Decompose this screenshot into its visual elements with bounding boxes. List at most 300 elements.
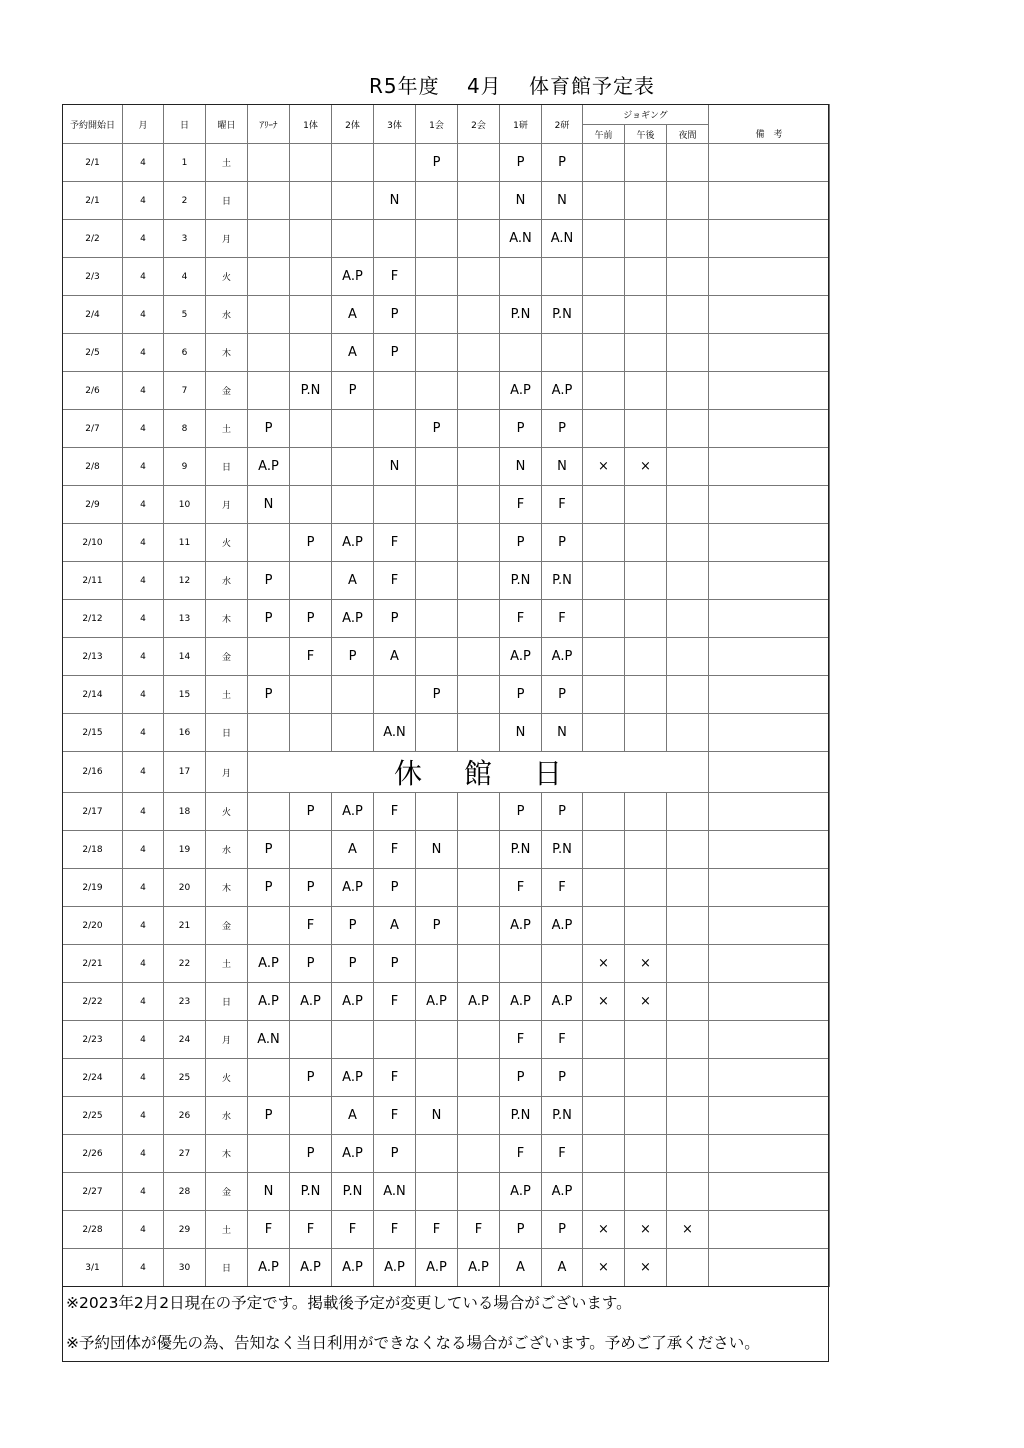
cell-day: 15 — [164, 676, 206, 714]
cell-booking — [416, 600, 458, 638]
cell-start-date: 2/15 — [63, 714, 123, 752]
cell-month: 4 — [123, 486, 164, 524]
cell-booking — [583, 524, 625, 562]
cell-start-date: 2/24 — [63, 1059, 123, 1097]
cell-remarks — [709, 831, 830, 869]
cell-booking — [416, 1173, 458, 1211]
cell-month: 4 — [123, 676, 164, 714]
cell-dow: 日 — [206, 448, 248, 486]
cell-booking — [458, 182, 500, 220]
cell-month: 4 — [123, 296, 164, 334]
cell-day: 3 — [164, 220, 206, 258]
cell-booking: P — [374, 1135, 416, 1173]
cell-booking: P — [416, 907, 458, 945]
col-header-jog-afternoon: 午後 — [625, 125, 667, 144]
cell-booking — [583, 1097, 625, 1135]
cell-month: 4 — [123, 1135, 164, 1173]
cell-dow: 火 — [206, 793, 248, 831]
cell-day: 6 — [164, 334, 206, 372]
cell-booking: F — [458, 1211, 500, 1249]
cell-booking: A — [332, 1097, 374, 1135]
cell-booking: P — [290, 524, 332, 562]
cell-booking: F — [542, 1135, 583, 1173]
cell-dow: 月 — [206, 1021, 248, 1059]
cell-remarks — [709, 486, 830, 524]
cell-booking: F — [416, 1211, 458, 1249]
cell-month: 4 — [123, 1173, 164, 1211]
cell-booking — [667, 907, 709, 945]
cell-booking: × — [625, 448, 667, 486]
cell-dow: 木 — [206, 1135, 248, 1173]
cell-booking — [625, 334, 667, 372]
title-month: 4月 — [466, 74, 502, 98]
cell-booking — [290, 296, 332, 334]
cell-booking: × — [583, 1249, 625, 1287]
cell-month: 4 — [123, 1097, 164, 1135]
cell-start-date: 3/1 — [63, 1249, 123, 1287]
cell-booking — [248, 144, 290, 182]
title-name: 体育館予定表 — [529, 74, 656, 98]
cell-remarks — [709, 907, 830, 945]
cell-remarks — [709, 182, 830, 220]
cell-month: 4 — [123, 258, 164, 296]
cell-day: 26 — [164, 1097, 206, 1135]
col-header-day: 日 — [164, 105, 206, 144]
table-row — [63, 1021, 830, 1059]
cell-booking — [500, 945, 542, 983]
cell-booking: P — [500, 1059, 542, 1097]
cell-booking — [667, 600, 709, 638]
cell-start-date: 2/27 — [63, 1173, 123, 1211]
cell-booking: F — [248, 1211, 290, 1249]
cell-booking — [583, 600, 625, 638]
cell-booking: A.P — [542, 372, 583, 410]
cell-start-date: 2/14 — [63, 676, 123, 714]
cell-booking — [583, 258, 625, 296]
cell-booking: P — [332, 945, 374, 983]
table-row — [63, 410, 830, 448]
cell-remarks — [709, 562, 830, 600]
cell-month: 4 — [123, 869, 164, 907]
cell-booking: A.N — [248, 1021, 290, 1059]
cell-booking — [667, 258, 709, 296]
cell-month: 4 — [123, 752, 164, 793]
cell-booking — [583, 714, 625, 752]
cell-booking — [458, 562, 500, 600]
cell-booking — [248, 258, 290, 296]
cell-booking — [583, 907, 625, 945]
cell-booking — [625, 831, 667, 869]
cell-booking — [458, 372, 500, 410]
cell-booking — [667, 1135, 709, 1173]
cell-booking: A.P — [332, 1059, 374, 1097]
cell-start-date: 2/1 — [63, 182, 123, 220]
cell-booking: P — [542, 524, 583, 562]
cell-day: 21 — [164, 907, 206, 945]
cell-booking — [667, 296, 709, 334]
cell-month: 4 — [123, 638, 164, 676]
cell-remarks — [709, 1135, 830, 1173]
table-row — [63, 448, 830, 486]
cell-day: 7 — [164, 372, 206, 410]
cell-remarks — [709, 752, 830, 793]
cell-remarks — [709, 869, 830, 907]
cell-booking: A — [332, 831, 374, 869]
table-row — [63, 1059, 830, 1097]
cell-booking: F — [500, 869, 542, 907]
col-header-training1: 1研 — [500, 105, 542, 144]
cell-booking: P.N — [290, 372, 332, 410]
cell-dow: 水 — [206, 296, 248, 334]
cell-booking — [458, 296, 500, 334]
cell-booking — [248, 372, 290, 410]
table-row — [63, 945, 830, 983]
cell-booking — [583, 220, 625, 258]
cell-day: 27 — [164, 1135, 206, 1173]
cell-booking: × — [583, 945, 625, 983]
cell-month: 4 — [123, 182, 164, 220]
cell-booking: F — [500, 1021, 542, 1059]
note-1: ※2023年2月2日現在の予定です。掲載後予定が変更している場合がございます。 — [66, 1294, 632, 1312]
cell-booking: A — [332, 296, 374, 334]
cell-month: 4 — [123, 1211, 164, 1249]
cell-day: 14 — [164, 638, 206, 676]
header-row — [63, 105, 830, 125]
cell-booking: F — [374, 258, 416, 296]
cell-booking: F — [374, 983, 416, 1021]
cell-booking — [667, 983, 709, 1021]
cell-booking: N — [416, 1097, 458, 1135]
cell-booking — [583, 144, 625, 182]
cell-booking: A.N — [374, 714, 416, 752]
cell-booking — [248, 1135, 290, 1173]
cell-booking — [458, 334, 500, 372]
cell-booking: A.P — [290, 1249, 332, 1287]
cell-booking: N — [542, 182, 583, 220]
cell-day: 17 — [164, 752, 206, 793]
cell-day: 10 — [164, 486, 206, 524]
col-header-jogging: ジョギング — [583, 105, 709, 125]
cell-booking: A.P — [332, 1135, 374, 1173]
cell-booking: P — [332, 372, 374, 410]
cell-booking: N — [374, 448, 416, 486]
note-2: ※予約団体が優先の為、告知なく当日利用ができなくなる場合がございます。予めご了承ください。 — [66, 1334, 760, 1352]
cell-booking — [667, 486, 709, 524]
cell-booking: A.P — [248, 983, 290, 1021]
cell-booking — [667, 676, 709, 714]
cell-remarks — [709, 296, 830, 334]
cell-booking: P — [248, 676, 290, 714]
cell-month: 4 — [123, 410, 164, 448]
cell-booking: N — [500, 182, 542, 220]
col-header-gym2: 2体 — [332, 105, 374, 144]
col-header-jog-morning: 午前 — [583, 125, 625, 144]
cell-booking: A.P — [332, 600, 374, 638]
cell-booking — [583, 296, 625, 334]
cell-booking: N — [248, 1173, 290, 1211]
table-row — [63, 1249, 830, 1287]
cell-day: 23 — [164, 983, 206, 1021]
cell-booking — [416, 220, 458, 258]
col-header-meeting1: 1会 — [416, 105, 458, 144]
cell-booking — [667, 448, 709, 486]
cell-booking: A.P — [458, 983, 500, 1021]
cell-booking: P — [500, 524, 542, 562]
cell-booking — [458, 410, 500, 448]
cell-booking — [416, 448, 458, 486]
cell-booking — [332, 220, 374, 258]
col-header-dow: 曜日 — [206, 105, 248, 144]
table-row — [63, 1173, 830, 1211]
page-title — [0, 70, 1024, 99]
cell-booking — [248, 638, 290, 676]
cell-booking — [667, 831, 709, 869]
cell-start-date: 2/9 — [63, 486, 123, 524]
cell-booking — [458, 448, 500, 486]
cell-booking: A.N — [542, 220, 583, 258]
cell-booking — [625, 1097, 667, 1135]
cell-booking — [332, 144, 374, 182]
cell-booking: P.N — [500, 831, 542, 869]
cell-remarks — [709, 793, 830, 831]
cell-booking — [625, 600, 667, 638]
cell-booking — [583, 638, 625, 676]
table-row — [63, 220, 830, 258]
cell-booking: F — [374, 524, 416, 562]
cell-remarks — [709, 1173, 830, 1211]
cell-booking: × — [583, 1211, 625, 1249]
cell-booking — [374, 220, 416, 258]
cell-booking — [625, 869, 667, 907]
cell-start-date: 2/20 — [63, 907, 123, 945]
cell-booking — [625, 524, 667, 562]
table-row — [63, 714, 830, 752]
cell-booking — [332, 676, 374, 714]
cell-booking: A.P — [332, 1249, 374, 1287]
cell-booking — [625, 296, 667, 334]
cell-dow: 月 — [206, 752, 248, 793]
cell-dow: 金 — [206, 907, 248, 945]
cell-day: 30 — [164, 1249, 206, 1287]
col-header-gym1: 1体 — [290, 105, 332, 144]
col-header-gym3: 3体 — [374, 105, 416, 144]
table-row — [63, 296, 830, 334]
cell-booking: P — [248, 869, 290, 907]
cell-booking — [625, 1059, 667, 1097]
cell-remarks — [709, 600, 830, 638]
cell-booking: A.P — [248, 1249, 290, 1287]
cell-booking: P — [374, 334, 416, 372]
cell-month: 4 — [123, 793, 164, 831]
cell-booking: P — [374, 296, 416, 334]
table-row — [63, 638, 830, 676]
table-row — [63, 1135, 830, 1173]
cell-day: 25 — [164, 1059, 206, 1097]
cell-booking: A.P — [500, 907, 542, 945]
cell-booking — [458, 220, 500, 258]
cell-booking — [416, 638, 458, 676]
cell-booking — [290, 714, 332, 752]
cell-booking: N — [500, 714, 542, 752]
cell-booking — [290, 1021, 332, 1059]
cell-booking: A.P — [290, 983, 332, 1021]
cell-day: 18 — [164, 793, 206, 831]
cell-booking — [248, 296, 290, 334]
cell-booking — [583, 562, 625, 600]
cell-start-date: 2/6 — [63, 372, 123, 410]
cell-booking — [248, 793, 290, 831]
cell-booking — [625, 1173, 667, 1211]
cell-booking — [625, 486, 667, 524]
cell-remarks — [709, 676, 830, 714]
cell-booking: A — [332, 334, 374, 372]
cell-booking: F — [374, 1097, 416, 1135]
cell-booking: A.P — [542, 983, 583, 1021]
cell-booking — [458, 524, 500, 562]
cell-booking — [583, 334, 625, 372]
cell-booking — [416, 486, 458, 524]
cell-booking: A.P — [500, 1173, 542, 1211]
cell-booking: P.N — [542, 1097, 583, 1135]
cell-booking: × — [625, 983, 667, 1021]
cell-dow: 日 — [206, 1249, 248, 1287]
cell-booking — [248, 1059, 290, 1097]
cell-booking — [248, 907, 290, 945]
cell-booking — [667, 1021, 709, 1059]
cell-booking — [625, 1021, 667, 1059]
cell-booking: A.P — [416, 983, 458, 1021]
cell-day: 4 — [164, 258, 206, 296]
table-row — [63, 182, 830, 220]
cell-booking — [290, 1097, 332, 1135]
table-row — [63, 258, 830, 296]
cell-booking: P.N — [500, 562, 542, 600]
cell-booking: A.P — [500, 983, 542, 1021]
cell-month: 4 — [123, 983, 164, 1021]
cell-booking — [667, 793, 709, 831]
cell-month: 4 — [123, 220, 164, 258]
cell-booking — [290, 258, 332, 296]
cell-dow: 水 — [206, 562, 248, 600]
cell-booking: P — [248, 600, 290, 638]
table-row — [63, 752, 830, 793]
cell-start-date: 2/18 — [63, 831, 123, 869]
cell-booking: P — [542, 1059, 583, 1097]
cell-booking — [667, 1097, 709, 1135]
title-year: R5年度 — [368, 74, 440, 98]
cell-booking — [416, 793, 458, 831]
cell-booking: P — [290, 869, 332, 907]
cell-booking — [667, 372, 709, 410]
cell-booking — [625, 410, 667, 448]
cell-day: 20 — [164, 869, 206, 907]
cell-booking: P — [542, 410, 583, 448]
cell-dow: 土 — [206, 410, 248, 448]
cell-remarks — [709, 1249, 830, 1287]
cell-booking — [332, 714, 374, 752]
cell-booking — [583, 869, 625, 907]
cell-booking: F — [290, 638, 332, 676]
cell-booking: P — [542, 676, 583, 714]
cell-booking — [583, 1021, 625, 1059]
table-row — [63, 144, 830, 182]
cell-booking — [458, 600, 500, 638]
cell-start-date: 2/17 — [63, 793, 123, 831]
cell-booking: P — [290, 1135, 332, 1173]
table-row — [63, 793, 830, 831]
cell-booking: A.N — [374, 1173, 416, 1211]
cell-booking: × — [667, 1211, 709, 1249]
cell-booking — [667, 1059, 709, 1097]
table-row — [63, 600, 830, 638]
cell-day: 16 — [164, 714, 206, 752]
cell-booking: A.P — [332, 524, 374, 562]
cell-booking: N — [542, 448, 583, 486]
cell-booking — [416, 1135, 458, 1173]
cell-booking: P — [542, 144, 583, 182]
cell-booking — [667, 1173, 709, 1211]
cell-booking: A — [500, 1249, 542, 1287]
cell-dow: 火 — [206, 524, 248, 562]
cell-remarks — [709, 258, 830, 296]
cell-booking — [583, 372, 625, 410]
cell-booking: P — [416, 144, 458, 182]
cell-start-date: 2/7 — [63, 410, 123, 448]
cell-remarks — [709, 714, 830, 752]
cell-booking: P — [374, 869, 416, 907]
cell-booking — [458, 1021, 500, 1059]
cell-booking: P — [290, 600, 332, 638]
cell-booking: N — [542, 714, 583, 752]
cell-dow: 水 — [206, 831, 248, 869]
cell-booking: F — [542, 869, 583, 907]
cell-booking — [458, 831, 500, 869]
cell-booking: A.P — [332, 983, 374, 1021]
cell-start-date: 2/10 — [63, 524, 123, 562]
cell-day: 5 — [164, 296, 206, 334]
cell-booking — [667, 1249, 709, 1287]
cell-booking: P — [290, 793, 332, 831]
cell-booking — [542, 945, 583, 983]
cell-booking — [667, 638, 709, 676]
cell-booking: P — [374, 945, 416, 983]
cell-booking: N — [248, 486, 290, 524]
cell-booking — [625, 793, 667, 831]
cell-start-date: 2/13 — [63, 638, 123, 676]
cell-booking — [416, 334, 458, 372]
cell-booking — [583, 486, 625, 524]
cell-month: 4 — [123, 1059, 164, 1097]
cell-booking — [332, 486, 374, 524]
cell-booking — [625, 638, 667, 676]
cell-day: 29 — [164, 1211, 206, 1249]
col-header-month: 月 — [123, 105, 164, 144]
cell-start-date: 2/23 — [63, 1021, 123, 1059]
cell-booking: P — [542, 793, 583, 831]
cell-booking: F — [374, 1211, 416, 1249]
cell-remarks — [709, 638, 830, 676]
cell-booking — [458, 714, 500, 752]
cell-booking: P.N — [290, 1173, 332, 1211]
cell-booking — [248, 714, 290, 752]
cell-remarks — [709, 1097, 830, 1135]
cell-month: 4 — [123, 524, 164, 562]
cell-booking — [458, 869, 500, 907]
cell-booking — [458, 144, 500, 182]
cell-booking: A.P — [500, 638, 542, 676]
cell-booking — [500, 258, 542, 296]
cell-start-date: 2/11 — [63, 562, 123, 600]
